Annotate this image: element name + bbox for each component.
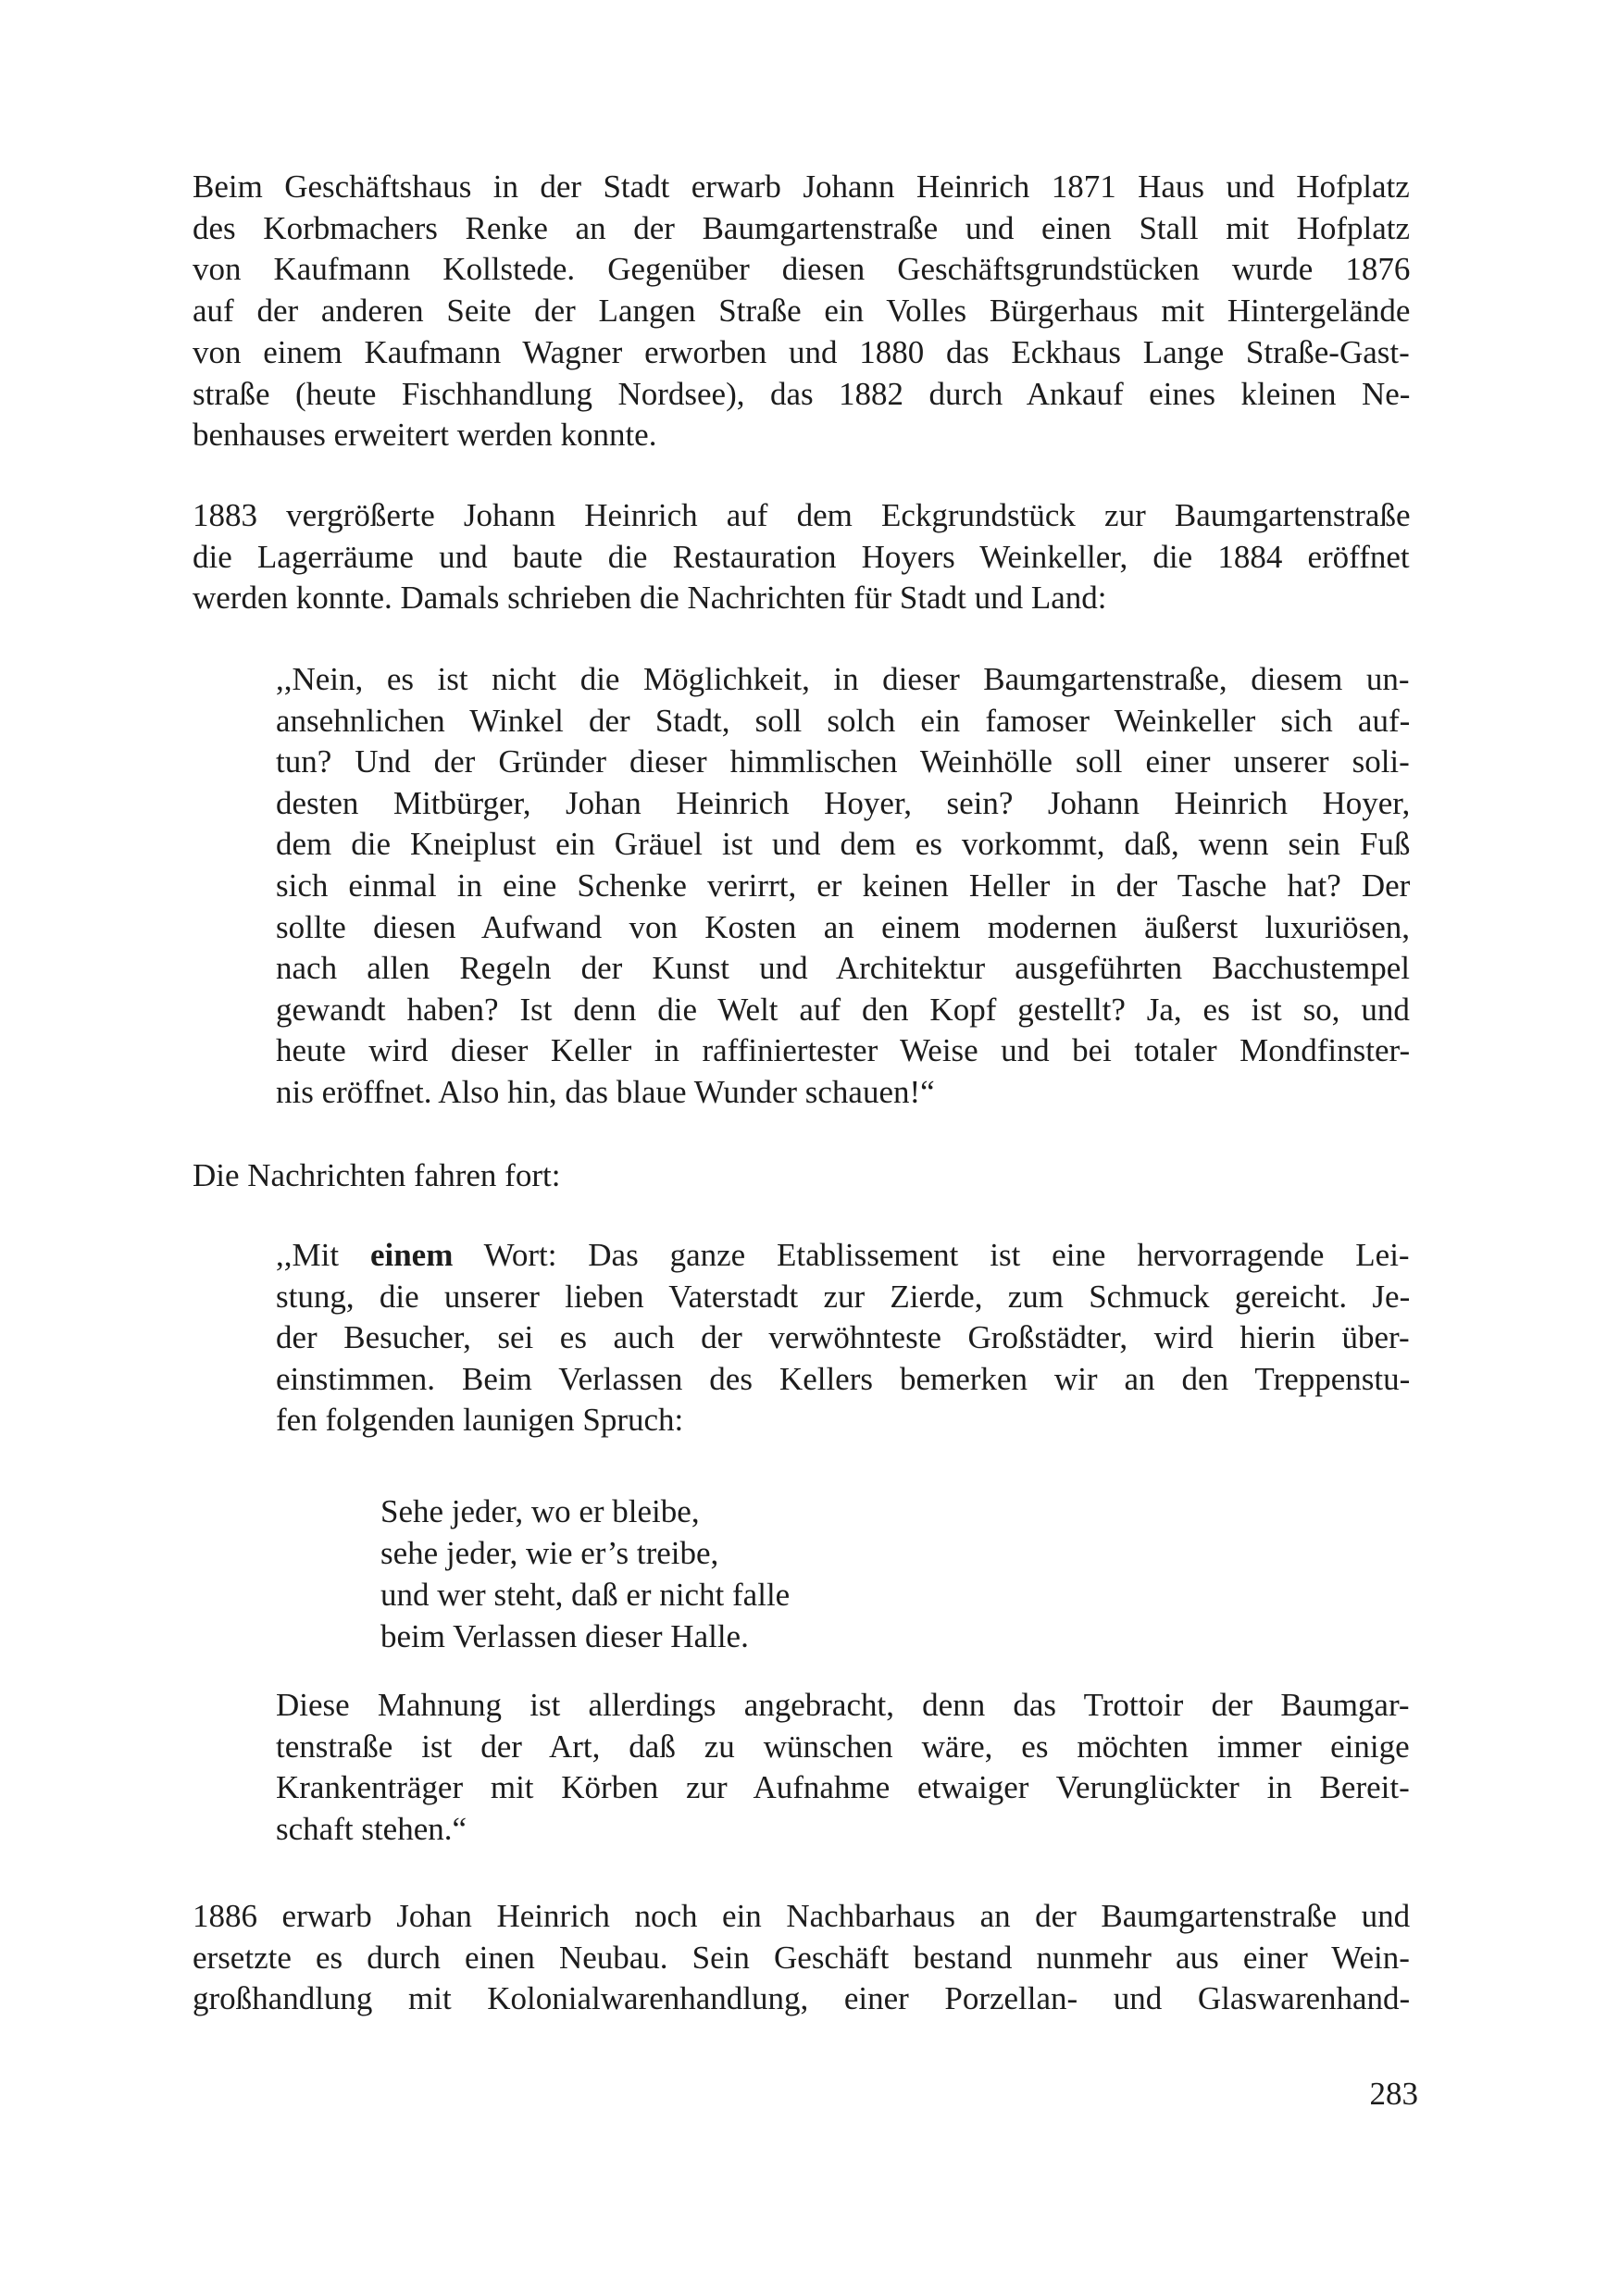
text-line: ersetzte es durch einen Neubau. Sein Geschäft bestand nunmehr aus einer Wein- bbox=[193, 1939, 1410, 1976]
quote-newspaper-third bbox=[276, 1685, 1410, 1850]
text-line: schaft stehen.“ bbox=[276, 1810, 467, 1847]
text-line: dem die Kneiplust ein Gräuel ist und dem es vorkommt, daß, wenn sein Fuß bbox=[276, 826, 1411, 863]
text-line: großhandlung mit Kolonialwarenhandlung, einer Porzellan- und Glaswarenhand- bbox=[193, 1980, 1411, 2017]
page-number: 283 bbox=[1369, 2076, 1418, 2112]
text-line: desten Mitbürger, Johan Heinrich Hoyer, sein? Johann Heinrich Hoyer, bbox=[276, 784, 1411, 821]
text-line: 1886 erwarb Johan Heinrich noch ein Nachbarhaus an der Baumgartenstraße und bbox=[193, 1898, 1411, 1934]
verse-motto bbox=[380, 1491, 1214, 1657]
text-line: 1883 vergrößerte Johann Heinrich auf dem Eckgrundstück zur Baumgartenstraße bbox=[193, 497, 1411, 533]
text-line: des Korbmachers Renke an der Baumgartenstraße und einen Stall mit Hofplatz bbox=[193, 209, 1411, 246]
paragraph-news-continue bbox=[193, 1155, 1410, 1197]
text-line: nach allen Regeln der Kunst und Architektur ausgeführten Bacchustempel bbox=[276, 950, 1411, 987]
verse-line: beim Verlassen dieser Halle. bbox=[380, 1618, 749, 1654]
text-line: stung, die unserer lieben Vaterstadt zur Zierde, zum Schmuck gereicht. Je- bbox=[276, 1278, 1411, 1315]
text-line: heute wird dieser Keller in raffiniertester Weise und bei totaler Mondfinster- bbox=[276, 1032, 1411, 1069]
text-line: straße (heute Fischhandlung Nordsee), das 1882 durch Ankauf eines kleinen Ne- bbox=[193, 375, 1411, 412]
verse-line: sehe jeder, wie er’s treibe, bbox=[380, 1535, 719, 1571]
text-line: sollte diesen Aufwand von Kosten an einem modernen äußerst luxuriösen, bbox=[276, 908, 1411, 945]
text-line: Die Nachrichten fahren fort: bbox=[193, 1157, 561, 1193]
text-line: die Lagerräume und baute die Restauration Hoyers Weinkeller, die 1884 eröffnet bbox=[193, 538, 1410, 575]
text-line: auf der anderen Seite der Langen Straße ein Volles Bürgerhaus mit Hintergelände bbox=[193, 293, 1411, 330]
text-line bbox=[276, 1235, 1410, 1277]
text-line: ansehnlichen Winkel der Stadt, soll solch ein famoser Weinkeller sich auf- bbox=[276, 702, 1411, 739]
emphasis-text: einem bbox=[369, 1237, 454, 1273]
text-line: nis eröffnet. Also hin, das blaue Wunder schauen!“ bbox=[276, 1073, 935, 1110]
text-line: Krankenträger mit Körben zur Aufnahme etwaiger Verunglückter in Bereit- bbox=[276, 1769, 1410, 1806]
text-line: ,,Nein, es ist nicht die Möglichkeit, in dieser Baumgartenstraße, diesem un- bbox=[276, 661, 1410, 697]
paragraph-neighbour-house bbox=[193, 1896, 1410, 2020]
text-segment: ,,Mit bbox=[276, 1237, 370, 1273]
text-line: werden konnte. Damals schrieben die Nachrichten für Stadt und Land: bbox=[193, 580, 1107, 617]
text-line: von einem Kaufmann Wagner erworben und 1880 das Eckhaus Lange Straße-Gast- bbox=[193, 333, 1410, 370]
text-line: Diese Mahnung ist allerdings angebracht, denn das Trottoir der Baumgar- bbox=[276, 1687, 1410, 1723]
quote-newspaper-first bbox=[276, 659, 1410, 1114]
text-line: tun? Und der Gründer dieser himmlischen Weinhölle soll einer unserer soli- bbox=[276, 743, 1410, 780]
text-line: fen folgenden launigen Spruch: bbox=[276, 1402, 684, 1439]
quote-newspaper-second bbox=[276, 1235, 1410, 1441]
text-line: benhauses erweitert werden konnte. bbox=[193, 417, 657, 454]
paragraph-weinkeller-opening bbox=[193, 495, 1410, 619]
text-line: sich einmal in eine Schenke verirrt, er keinen Heller in der Tasche hat? Der bbox=[276, 867, 1411, 904]
text-line: der Besucher, sei es auch der verwöhnteste Großstädter, wird hierin über- bbox=[276, 1319, 1410, 1356]
verse-line: und wer steht, daß er nicht falle bbox=[380, 1577, 791, 1613]
text-line: tenstraße ist der Art, daß zu wünschen wäre, es möchten immer einige bbox=[276, 1728, 1410, 1765]
text-segment: Wort: Das ganze Etablissement ist eine hervorragende Lei- bbox=[453, 1237, 1410, 1273]
paragraph-property-acquisitions bbox=[193, 167, 1410, 456]
verse-line: Sehe jeder, wo er bleibe, bbox=[380, 1493, 700, 1529]
text-line: von Kaufmann Kollstede. Gegenüber diesen Geschäftsgrundstücken wurde 1876 bbox=[193, 251, 1411, 288]
text-line: Beim Geschäftshaus in der Stadt erwarb Johann Heinrich 1871 Haus und Hofplatz bbox=[193, 168, 1410, 205]
text-line: einstimmen. Beim Verlassen des Kellers bemerken wir an den Treppenstu- bbox=[276, 1360, 1411, 1397]
text-line: gewandt haben? Ist denn die Welt auf den Kopf gestellt? Ja, es ist so, und bbox=[276, 991, 1410, 1028]
